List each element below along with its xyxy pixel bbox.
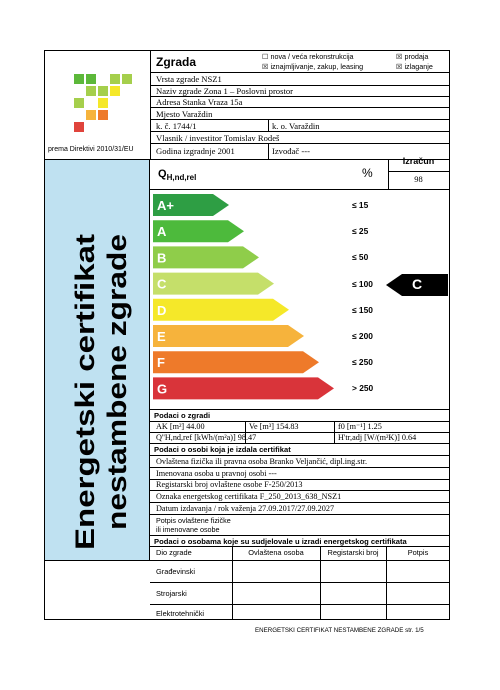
row-strojarski: Strojarski [156,589,187,598]
page-footer: ENERGETSKI CERTIFIKAT NESTAMBENE ZGRADE str. 1/5 [255,627,424,634]
unit-percent: % [362,166,373,180]
datum-izdavanja: Datum izdavanja / rok važenja 27.09.2017/27.09.2027 [156,504,335,513]
ovlastena-osoba: Ovlaštena fizička ili pravna osoba Branko Veljančić, dipl.ing.str. [156,457,368,466]
oznaka-certifikata: Oznaka energetskog certifikata F_250_2013_638_NSZ1 [156,492,342,501]
checkbox-icon: ☐ [262,52,269,61]
row-gradjevinski: Građevinski [156,567,196,576]
energy-bar-g [153,377,334,399]
energy-class-label: F [157,355,165,371]
energy-class-label: E [157,329,166,344]
building-title: Zgrada [156,55,197,69]
energy-class-label: B [157,250,167,266]
checkbox-checked-icon: ☒ [396,52,403,61]
ak-value: AK [m²] 44.00 [156,422,205,431]
energy-class-label: C [157,276,167,292]
f0-value: f0 [m⁻¹] 1.25 [338,422,382,431]
side-title-line-1: Energetski certifikat [70,291,100,550]
energy-bar-f [153,351,319,373]
sudionici-title: Podaci o osobama koje su sudjelovale u izradi energetskog certifikata [154,537,407,546]
option-nova[interactable]: ☐ nova / veća rekonstrukcija [262,52,354,61]
energy-class-label: A+ [157,198,174,213]
energy-class-threshold: ≤ 250 [352,357,373,368]
energy-class-threshold: ≤ 100 [352,278,373,289]
energy-bar-b [153,246,259,268]
ve-value: Ve [m³] 154.83 [249,422,299,431]
energy-class-label: D [157,302,167,318]
katastarska-cestica: k. č. 1744/1 [156,121,197,131]
energy-class-threshold: ≤ 25 [352,226,369,237]
potpis-label: Potpis ovlaštene fizičke ili imenovane osobe [156,516,231,534]
adresa: Adresa Stanka Vraza 15a [156,97,243,107]
row-elektrotehnicki: Elektrotehnički [156,609,205,618]
izracun-value: 98 [414,174,423,184]
energy-bar-e [153,325,304,347]
imenovana-osoba: Imenovana osoba u pravnoj osobi --- [156,469,277,478]
mjesto: Mjesto Varaždin [156,109,213,119]
col-potpis: Potpis [407,548,429,557]
col-registarski-broj: Registarski broj [327,548,379,557]
energy-class-threshold: ≤ 150 [352,304,373,315]
side-title [60,232,140,550]
energy-bar-c [153,273,274,295]
registarski-broj: Registarski broj ovlaštene osobe F-250/2013 [156,480,303,489]
energy-class-threshold: ≤ 15 [352,200,369,210]
energy-class-threshold: ≤ 50 [352,252,369,263]
energy-class-threshold: > 250 [352,383,374,394]
current-class-label: C [412,276,423,292]
osoba-title: Podaci o osobi koja je izdala certifikat [154,445,291,454]
godina-izgradnje: Godina izgradnje 2001 [156,146,235,156]
col-dio-zgrade: Dio zgrade [156,548,192,557]
energy-class-bars [150,190,450,410]
energy-bar-d [153,299,289,321]
energy-bar-a [153,220,244,242]
energy-class-label: A [157,224,167,240]
option-prodaja[interactable]: ☒ prodaja [396,52,429,61]
quantity-label: $Q_{H,nd,rel}$ [158,168,197,183]
option-izlaganje[interactable]: ☒ izlaganje [396,62,433,71]
energy-class-label: G [157,381,168,397]
qh-ref-value: Q''H,nd,ref [kWh/(m²a)] 98.47 [156,433,257,442]
podaci-o-zgradi-title: Podaci o zgradi [154,411,211,420]
katastarska-opcina: k. o. Varaždin [272,121,320,131]
htr-value: H'tr,adj [W/(m²K)] 0.64 [338,433,417,442]
izracun-label: Izračun [402,156,435,166]
checkbox-checked-icon: ☒ [262,62,269,71]
checkbox-checked-icon: ☒ [396,62,403,71]
col-ovlastena-osoba: Ovlaštena osoba [248,548,304,557]
izvodac: Izvođač --- [272,146,310,156]
directive-text: prema Direktivi 2010/31/EU [48,146,134,153]
option-iznajmljivanje[interactable]: ☒ iznajmljivanje, zakup, leasing [262,62,364,71]
energy-class-threshold: ≤ 200 [352,331,373,341]
vlasnik: Vlasnik / investitor Tomislav Rodeš [156,133,280,143]
side-title-line-2: nestambene zgrade [102,277,132,530]
certificate-logo [74,74,134,138]
naziv-zgrade: Naziv zgrade Zona 1 – Poslovni prostor [156,86,293,96]
vrsta-zgrade: Vrsta zgrade NSZ1 [156,74,222,84]
